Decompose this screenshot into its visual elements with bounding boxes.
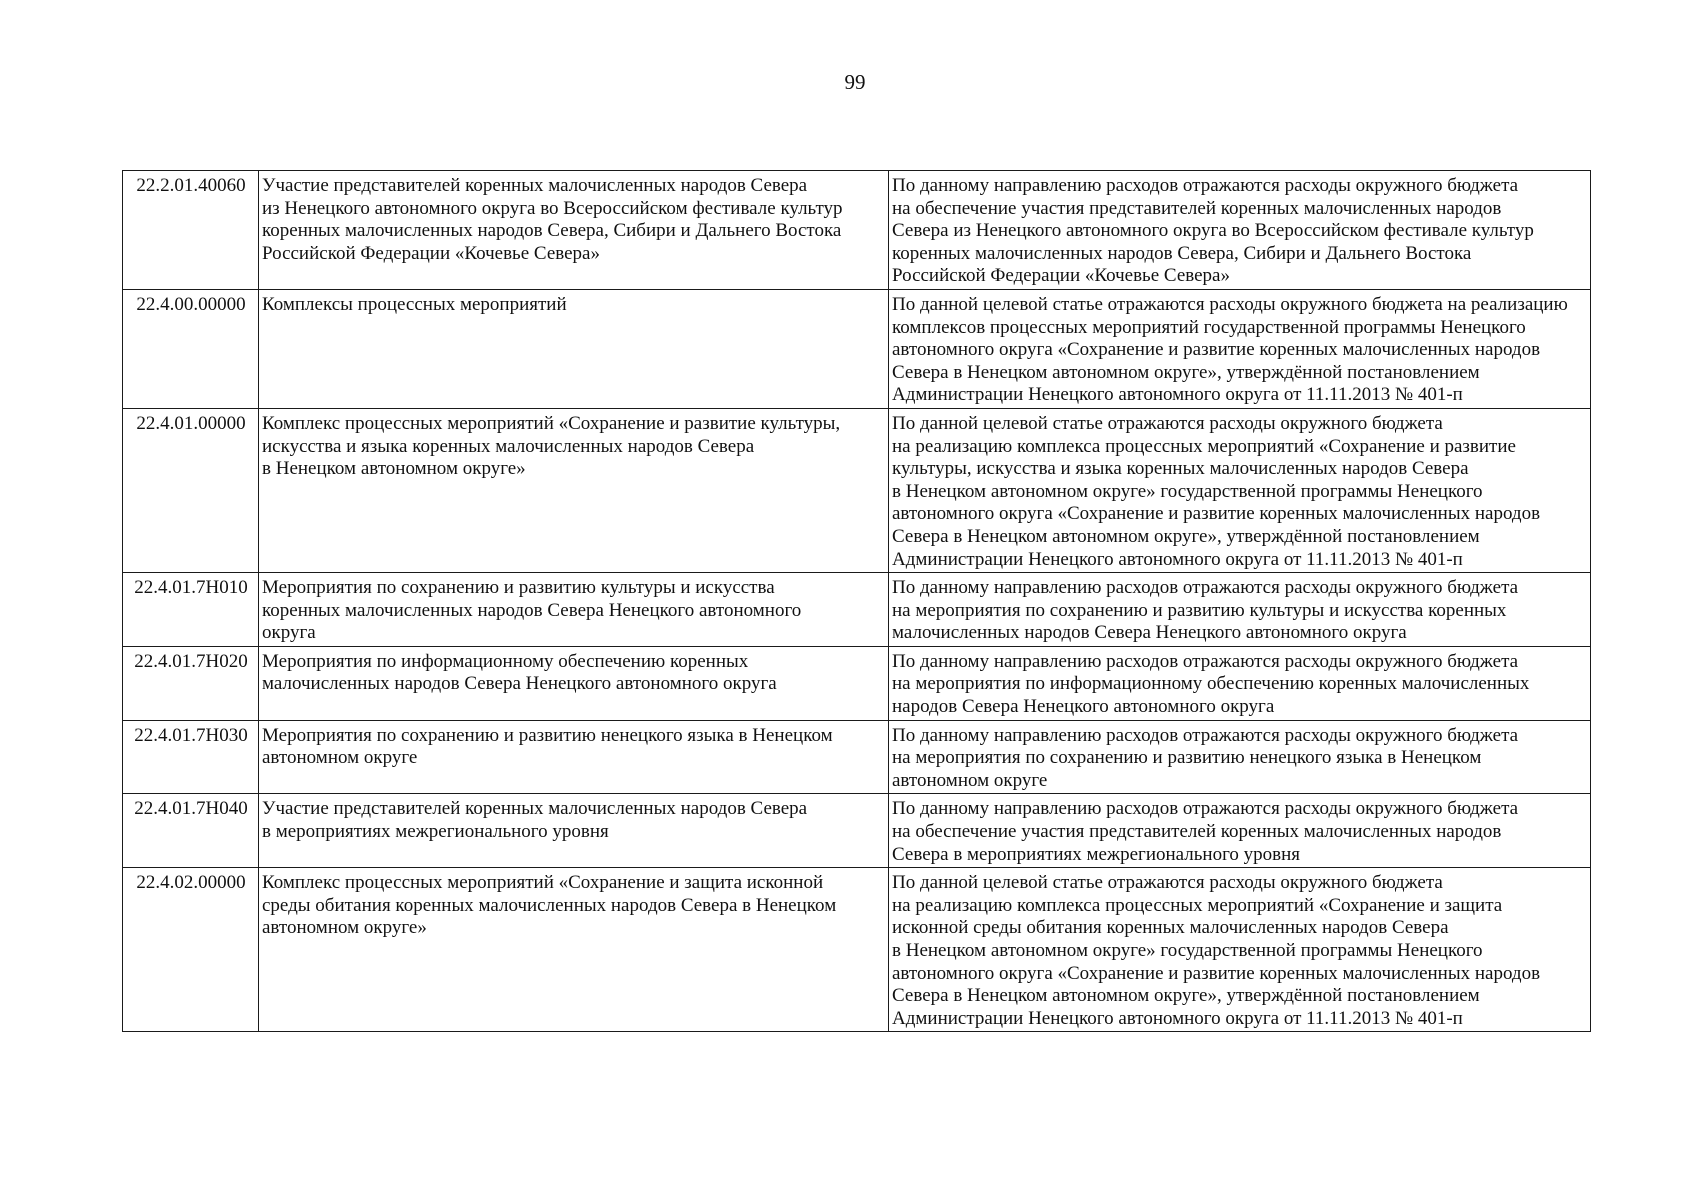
table-row xyxy=(123,171,1591,290)
target-article-description-line: По данному направлению расходов отражаются расходы окружного бюджета xyxy=(892,724,1519,746)
table-row xyxy=(123,794,1591,868)
target-article-description-line: Севера из Ненецкого автономного округа во Всероссийском фестивале культур xyxy=(892,220,1534,242)
target-article-name-line: среды обитания коренных малочисленных народов Севера в Ненецком xyxy=(262,894,837,916)
target-article-name-line: коренных малочисленных народов Севера, Сибири и Дальнего Востока xyxy=(262,220,842,242)
target-article-name xyxy=(259,868,889,1032)
target-article-description-line: на обеспечение участия представителей коренных малочисленных народов xyxy=(892,821,1502,843)
target-article-code: 22.4.01.7Н020 xyxy=(123,646,259,720)
target-article-name xyxy=(259,171,889,290)
target-article-description-line: Администрации Ненецкого автономного округа от 11.11.2013 № 401-п xyxy=(892,1007,1463,1029)
target-article-name-line: искусства и языка коренных малочисленных народов Севера xyxy=(262,435,755,457)
target-article-name-line: Участие представителей коренных малочисленных народов Севера xyxy=(262,798,808,820)
target-article-description-line: По данному направлению расходов отражаются расходы окружного бюджета xyxy=(892,798,1519,820)
target-article-code: 22.4.00.00000 xyxy=(123,289,259,408)
target-article-name-line: Российской Федерации «Кочевье Севера» xyxy=(262,242,600,264)
target-article-code: 22.4.01.7Н030 xyxy=(123,720,259,794)
target-article-description-line: По данной целевой статье отражаются расходы окружного бюджета на реализацию xyxy=(892,293,1568,315)
target-article-code: 22.2.01.40060 xyxy=(123,171,259,290)
target-article-description-line: автономного округа «Сохранение и развитие коренных малочисленных народов xyxy=(892,503,1541,525)
target-article-description-line: По данному направлению расходов отражаются расходы окружного бюджета xyxy=(892,175,1519,196)
target-article-description-line: малочисленных народов Севера Ненецкого автономного округа xyxy=(892,622,1407,644)
target-article-description xyxy=(889,573,1591,647)
target-article-name-line: коренных малочисленных народов Севера Ненецкого автономного xyxy=(262,599,802,621)
target-article-code: 22.4.01.7Н010 xyxy=(123,573,259,647)
target-article-description-line: на реализацию комплекса процессных мероприятий «Сохранение и защита xyxy=(892,894,1503,916)
target-article-name-line: Комплекс процессных мероприятий «Сохранение и защита исконной xyxy=(262,872,824,894)
target-article-description-line: Севера в мероприятиях межрегионального уровня xyxy=(892,843,1301,865)
table-body xyxy=(123,171,1591,1032)
target-article-name-line: автономном округе» xyxy=(262,917,427,939)
table-row xyxy=(123,646,1591,720)
target-article-name-line: Участие представителей коренных малочисленных народов Севера xyxy=(262,175,808,196)
target-article-description-line: на мероприятия по сохранению и развитию ненецкого языка в Ненецком xyxy=(892,747,1482,769)
target-article-description xyxy=(889,408,1591,572)
target-article-description-line: в Ненецком автономном округе» государственной программы Ненецкого xyxy=(892,480,1483,502)
table-row xyxy=(123,289,1591,408)
target-article-description-line: По данной целевой статье отражаются расходы окружного бюджета xyxy=(892,412,1443,434)
target-article-name xyxy=(259,289,889,408)
target-article-description-line: на мероприятия по сохранению и развитию культуры и искусства коренных xyxy=(892,599,1507,621)
target-article-name-line: из Ненецкого автономного округа во Всероссийском фестивале культур xyxy=(262,197,843,219)
table-row xyxy=(123,720,1591,794)
target-article-name-line: округа xyxy=(262,622,316,644)
target-article-code: 22.4.01.7Н040 xyxy=(123,794,259,868)
target-article-description xyxy=(889,868,1591,1032)
target-article-description-line: Администрации Ненецкого автономного округа от 11.11.2013 № 401-п xyxy=(892,384,1463,406)
table-row xyxy=(123,408,1591,572)
target-article-name-line: малочисленных народов Севера Ненецкого автономного округа xyxy=(262,673,777,695)
target-article-name-line: Мероприятия по сохранению и развитию ненецкого языка в Ненецком xyxy=(262,724,833,746)
target-article-description-line: По данному направлению расходов отражаются расходы окружного бюджета xyxy=(892,577,1519,599)
target-article-description-line: исконной среды обитания коренных малочисленных народов Севера xyxy=(892,917,1449,939)
target-article-name xyxy=(259,573,889,647)
target-article-name xyxy=(259,720,889,794)
target-article-description xyxy=(889,289,1591,408)
target-article-description xyxy=(889,794,1591,868)
target-article-description-line: автономного округа «Сохранение и развитие коренных малочисленных народов xyxy=(892,339,1541,361)
target-article-name-line: Мероприятия по информационному обеспечению коренных xyxy=(262,650,749,672)
target-article-description-line: в Ненецком автономном округе» государственной программы Ненецкого xyxy=(892,940,1483,961)
target-article-description-line: на реализацию комплекса процессных мероприятий «Сохранение и развитие xyxy=(892,435,1516,457)
target-article-description-line: на обеспечение участия представителей коренных малочисленных народов xyxy=(892,197,1502,219)
target-article-description-line: коренных малочисленных народов Севера, Сибири и Дальнего Востока xyxy=(892,242,1472,264)
target-article-description-line: По данной целевой статье отражаются расходы окружного бюджета xyxy=(892,872,1443,894)
table-row xyxy=(123,868,1591,1032)
target-article-name-line: автономном округе xyxy=(262,747,418,769)
target-article-description-line: Севера в Ненецком автономном округе», утверждённой постановлением xyxy=(892,985,1480,1007)
target-article-name xyxy=(259,408,889,572)
target-article-code: 22.4.01.00000 xyxy=(123,408,259,572)
target-article-description xyxy=(889,646,1591,720)
budget-classification-table xyxy=(122,170,1591,1032)
target-article-description-line: комплексов процессных мероприятий государственной программы Ненецкого xyxy=(892,316,1526,338)
target-article-description xyxy=(889,171,1591,290)
target-article-description xyxy=(889,720,1591,794)
target-article-name-line: в мероприятиях межрегионального уровня xyxy=(262,821,609,843)
target-article-code: 22.4.02.00000 xyxy=(123,868,259,1032)
target-article-name-line: Комплекс процессных мероприятий «Сохранение и развитие культуры, xyxy=(262,412,841,434)
target-article-description-line: культуры, искусства и языка коренных малочисленных народов Севера xyxy=(892,458,1469,480)
target-article-description-line: на мероприятия по информационному обеспечению коренных малочисленных xyxy=(892,673,1530,695)
target-article-name-line: в Ненецком автономном округе» xyxy=(262,458,526,480)
page-number: 99 xyxy=(844,70,866,94)
target-article-description-line: Севера в Ненецком автономном округе», утверждённой постановлением xyxy=(892,525,1480,547)
target-article-description-line: автономного округа «Сохранение и развитие коренных малочисленных народов xyxy=(892,962,1541,984)
target-article-description-line: Администрации Ненецкого автономного округа от 11.11.2013 № 401-п xyxy=(892,548,1463,570)
target-article-description-line: Севера в Ненецком автономном округе», утверждённой постановлением xyxy=(892,361,1480,383)
target-article-description-line: автономном округе xyxy=(892,769,1048,791)
target-article-description-line: народов Севера Ненецкого автономного округа xyxy=(892,696,1275,718)
target-article-name xyxy=(259,646,889,720)
table-row xyxy=(123,573,1591,647)
target-article-description-line: По данному направлению расходов отражаются расходы окружного бюджета xyxy=(892,650,1519,672)
target-article-name-line: Мероприятия по сохранению и развитию культуры и искусства xyxy=(262,577,775,599)
target-article-name xyxy=(259,794,889,868)
target-article-description-line: Российской Федерации «Кочевье Севера» xyxy=(892,265,1230,287)
target-article-name-line: Комплексы процессных мероприятий xyxy=(262,293,567,315)
